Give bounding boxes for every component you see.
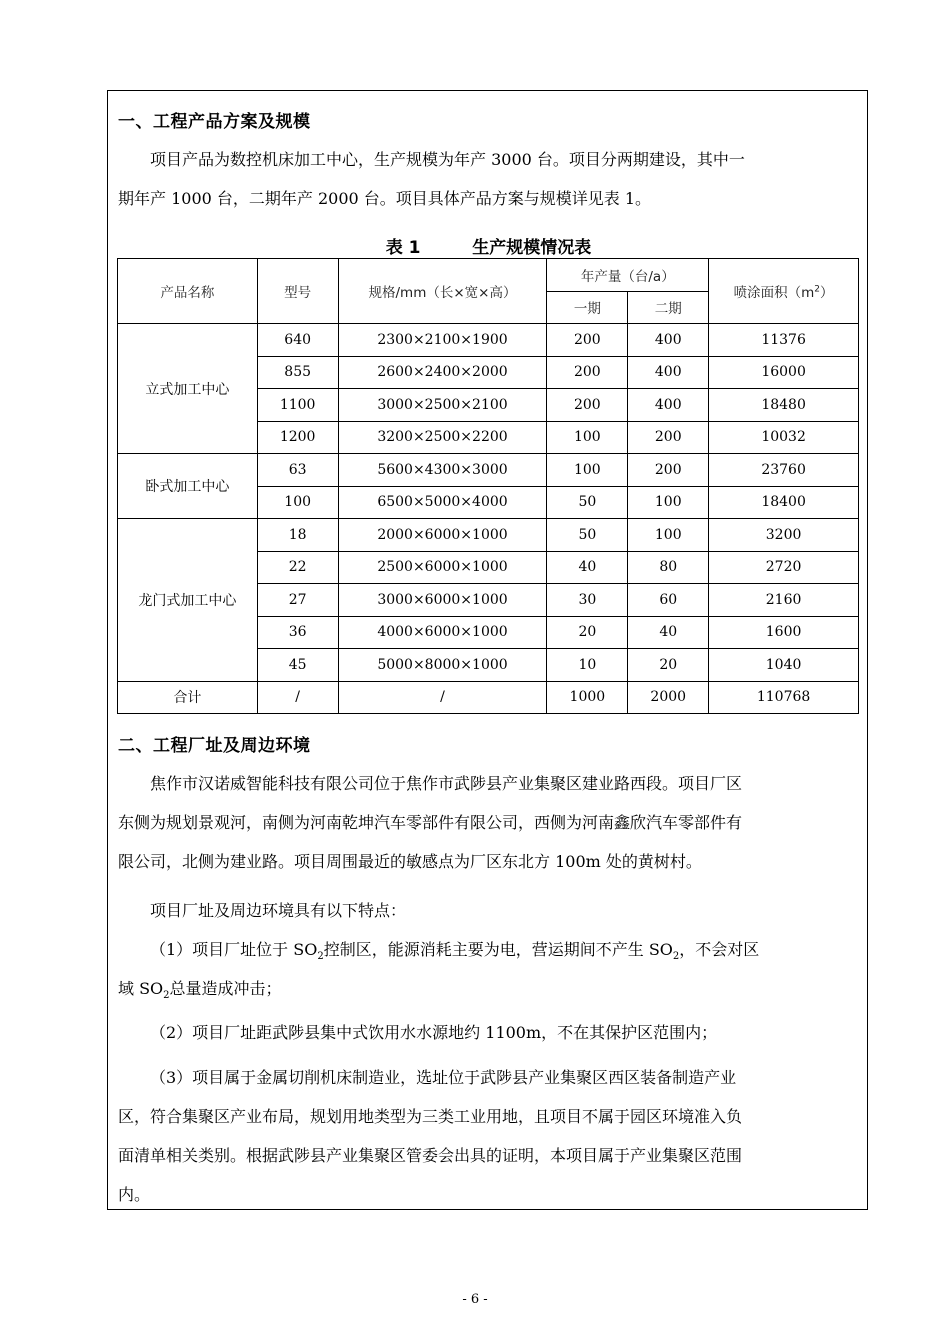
cell-p1: 50 — [547, 486, 628, 519]
section1-line: 期年产 1000 台，二期年产 2000 台。项目具体产品方案与规模详见表 1。 — [118, 189, 652, 208]
total-p2: 2000 — [628, 681, 709, 714]
cell-p1: 40 — [547, 551, 628, 584]
cell-spec: 5000×8000×1000 — [338, 649, 547, 682]
page-frame — [107, 90, 868, 1210]
cell-p2: 60 — [628, 584, 709, 617]
table-caption-number: 表 1 — [385, 238, 421, 258]
feature-item-2: （2）项目厂址距武陟县集中式饮用水水源地约 1100m，不在其保护区范围内； — [150, 1023, 718, 1042]
product-category: 卧式加工中心 — [118, 454, 258, 519]
cell-spec: 3200×2500×2200 — [338, 421, 547, 454]
cell-p1: 100 — [547, 421, 628, 454]
total-row — [118, 681, 859, 714]
cell-model: 45 — [257, 649, 338, 682]
total-p1: 1000 — [547, 681, 628, 714]
total-spec: / — [338, 681, 547, 714]
cell-area: 2160 — [709, 584, 859, 617]
cell-p1: 200 — [547, 356, 628, 389]
total-model: / — [257, 681, 338, 714]
cell-p1: 50 — [547, 519, 628, 552]
section2-heading: 二、工程厂址及周边环境 — [118, 736, 311, 756]
cell-spec: 3000×2500×2100 — [338, 389, 547, 422]
cell-p1: 200 — [547, 389, 628, 422]
section2-paragraph2: 项目厂址及周边环境具有以下特点： — [150, 901, 407, 920]
cell-spec: 2300×2100×1900 — [338, 324, 547, 357]
total-area: 110768 — [709, 681, 859, 714]
section2-line: 焦作市汉诺威智能科技有限公司位于焦作市武陟县产业集聚区建业路西段。项目厂区 — [150, 774, 743, 793]
product-category: 龙门式加工中心 — [118, 519, 258, 682]
cell-p2: 100 — [628, 486, 709, 519]
table-row — [118, 519, 859, 552]
feature-item-3: （3）项目属于金属切削机床制造业，选址位于武陟县产业集聚区西区装备制造产业 区，符合集聚区产业布局，规划用地类型为三类工业用地，且项目不属于园区环境准入负 面清单相关类别。根据武陟县产业集聚区管委会出具的证明，本项目属于产业集聚区范围 内。 — [118, 1068, 743, 1204]
section1-line: 项目产品为数控机床加工中心，生产规模为年产 3000 台。项目分两期建设，其中一 — [150, 150, 745, 169]
cell-area: 18400 — [709, 486, 859, 519]
cell-p1: 100 — [547, 454, 628, 487]
cell-model: 1100 — [257, 389, 338, 422]
header-phase2: 二期 — [628, 291, 709, 324]
cell-spec: 2000×6000×1000 — [338, 519, 547, 552]
cell-model: 27 — [257, 584, 338, 617]
cell-spec: 2500×6000×1000 — [338, 551, 547, 584]
cell-p2: 200 — [628, 454, 709, 487]
cell-model: 22 — [257, 551, 338, 584]
cell-area: 10032 — [709, 421, 859, 454]
cell-spec: 5600×4300×3000 — [338, 454, 547, 487]
header-product-name: 产品名称 — [118, 259, 258, 324]
cell-p2: 80 — [628, 551, 709, 584]
cell-area: 1040 — [709, 649, 859, 682]
cell-p1: 20 — [547, 616, 628, 649]
cell-p2: 40 — [628, 616, 709, 649]
cell-spec: 4000×6000×1000 — [338, 616, 547, 649]
cell-p1: 30 — [547, 584, 628, 617]
cell-p1: 10 — [547, 649, 628, 682]
total-name: 合计 — [118, 681, 258, 714]
section2-line: 限公司，北侧为建业路。项目周围最近的敏感点为厂区东北方 100m 处的黄树村。 — [118, 852, 702, 871]
header-spec: 规格/mm（长×宽×高） — [338, 259, 547, 324]
table-row — [118, 324, 859, 357]
cell-area: 18480 — [709, 389, 859, 422]
cell-model: 1200 — [257, 421, 338, 454]
product-category: 立式加工中心 — [118, 324, 258, 454]
feature-item-1: （1）项目厂址位于 $SO_2$控制区，能源消耗主要为电，营运期间不产生 $SO_2$，不会对区 域 $SO_2$总量造成冲击； — [118, 940, 760, 1002]
page-number: - 6 - — [462, 1292, 488, 1307]
cell-area: 23760 — [709, 454, 859, 487]
cell-spec: 3000×6000×1000 — [338, 584, 547, 617]
cell-p2: 400 — [628, 356, 709, 389]
production-scale-table — [117, 258, 859, 714]
cell-area: 11376 — [709, 324, 859, 357]
cell-area: 1600 — [709, 616, 859, 649]
cell-model: 855 — [257, 356, 338, 389]
section2-paragraph1 — [118, 764, 859, 881]
cell-model: 36 — [257, 616, 338, 649]
cell-area: 2720 — [709, 551, 859, 584]
cell-area: 3200 — [709, 519, 859, 552]
table-row — [118, 454, 859, 487]
section1-paragraph — [118, 140, 859, 218]
cell-p2: 400 — [628, 324, 709, 357]
cell-p1: 200 — [547, 324, 628, 357]
cell-area: 16000 — [709, 356, 859, 389]
section1-heading: 一、工程产品方案及规模 — [118, 112, 311, 132]
header-phase1: 一期 — [547, 291, 628, 324]
header-model: 型号 — [257, 259, 338, 324]
cell-p2: 20 — [628, 649, 709, 682]
cell-p2: 100 — [628, 519, 709, 552]
cell-model: 18 — [257, 519, 338, 552]
header-annual-output: 年产量（台/a） — [547, 259, 709, 292]
cell-p2: 200 — [628, 421, 709, 454]
header-spray-area: 喷涂面积$(m^2)$ — [709, 259, 859, 324]
cell-model: 640 — [257, 324, 338, 357]
section2-line: 东侧为规划景观河，南侧为河南乾坤汽车零部件有限公司，西侧为河南鑫欣汽车零部件有 — [118, 813, 743, 832]
cell-model: 63 — [257, 454, 338, 487]
cell-spec: 6500×5000×4000 — [338, 486, 547, 519]
cell-spec: 2600×2400×2000 — [338, 356, 547, 389]
table-caption-title: 生产规模情况表 — [472, 238, 592, 258]
cell-model: 100 — [257, 486, 338, 519]
table-caption — [118, 233, 859, 258]
cell-p2: 400 — [628, 389, 709, 422]
